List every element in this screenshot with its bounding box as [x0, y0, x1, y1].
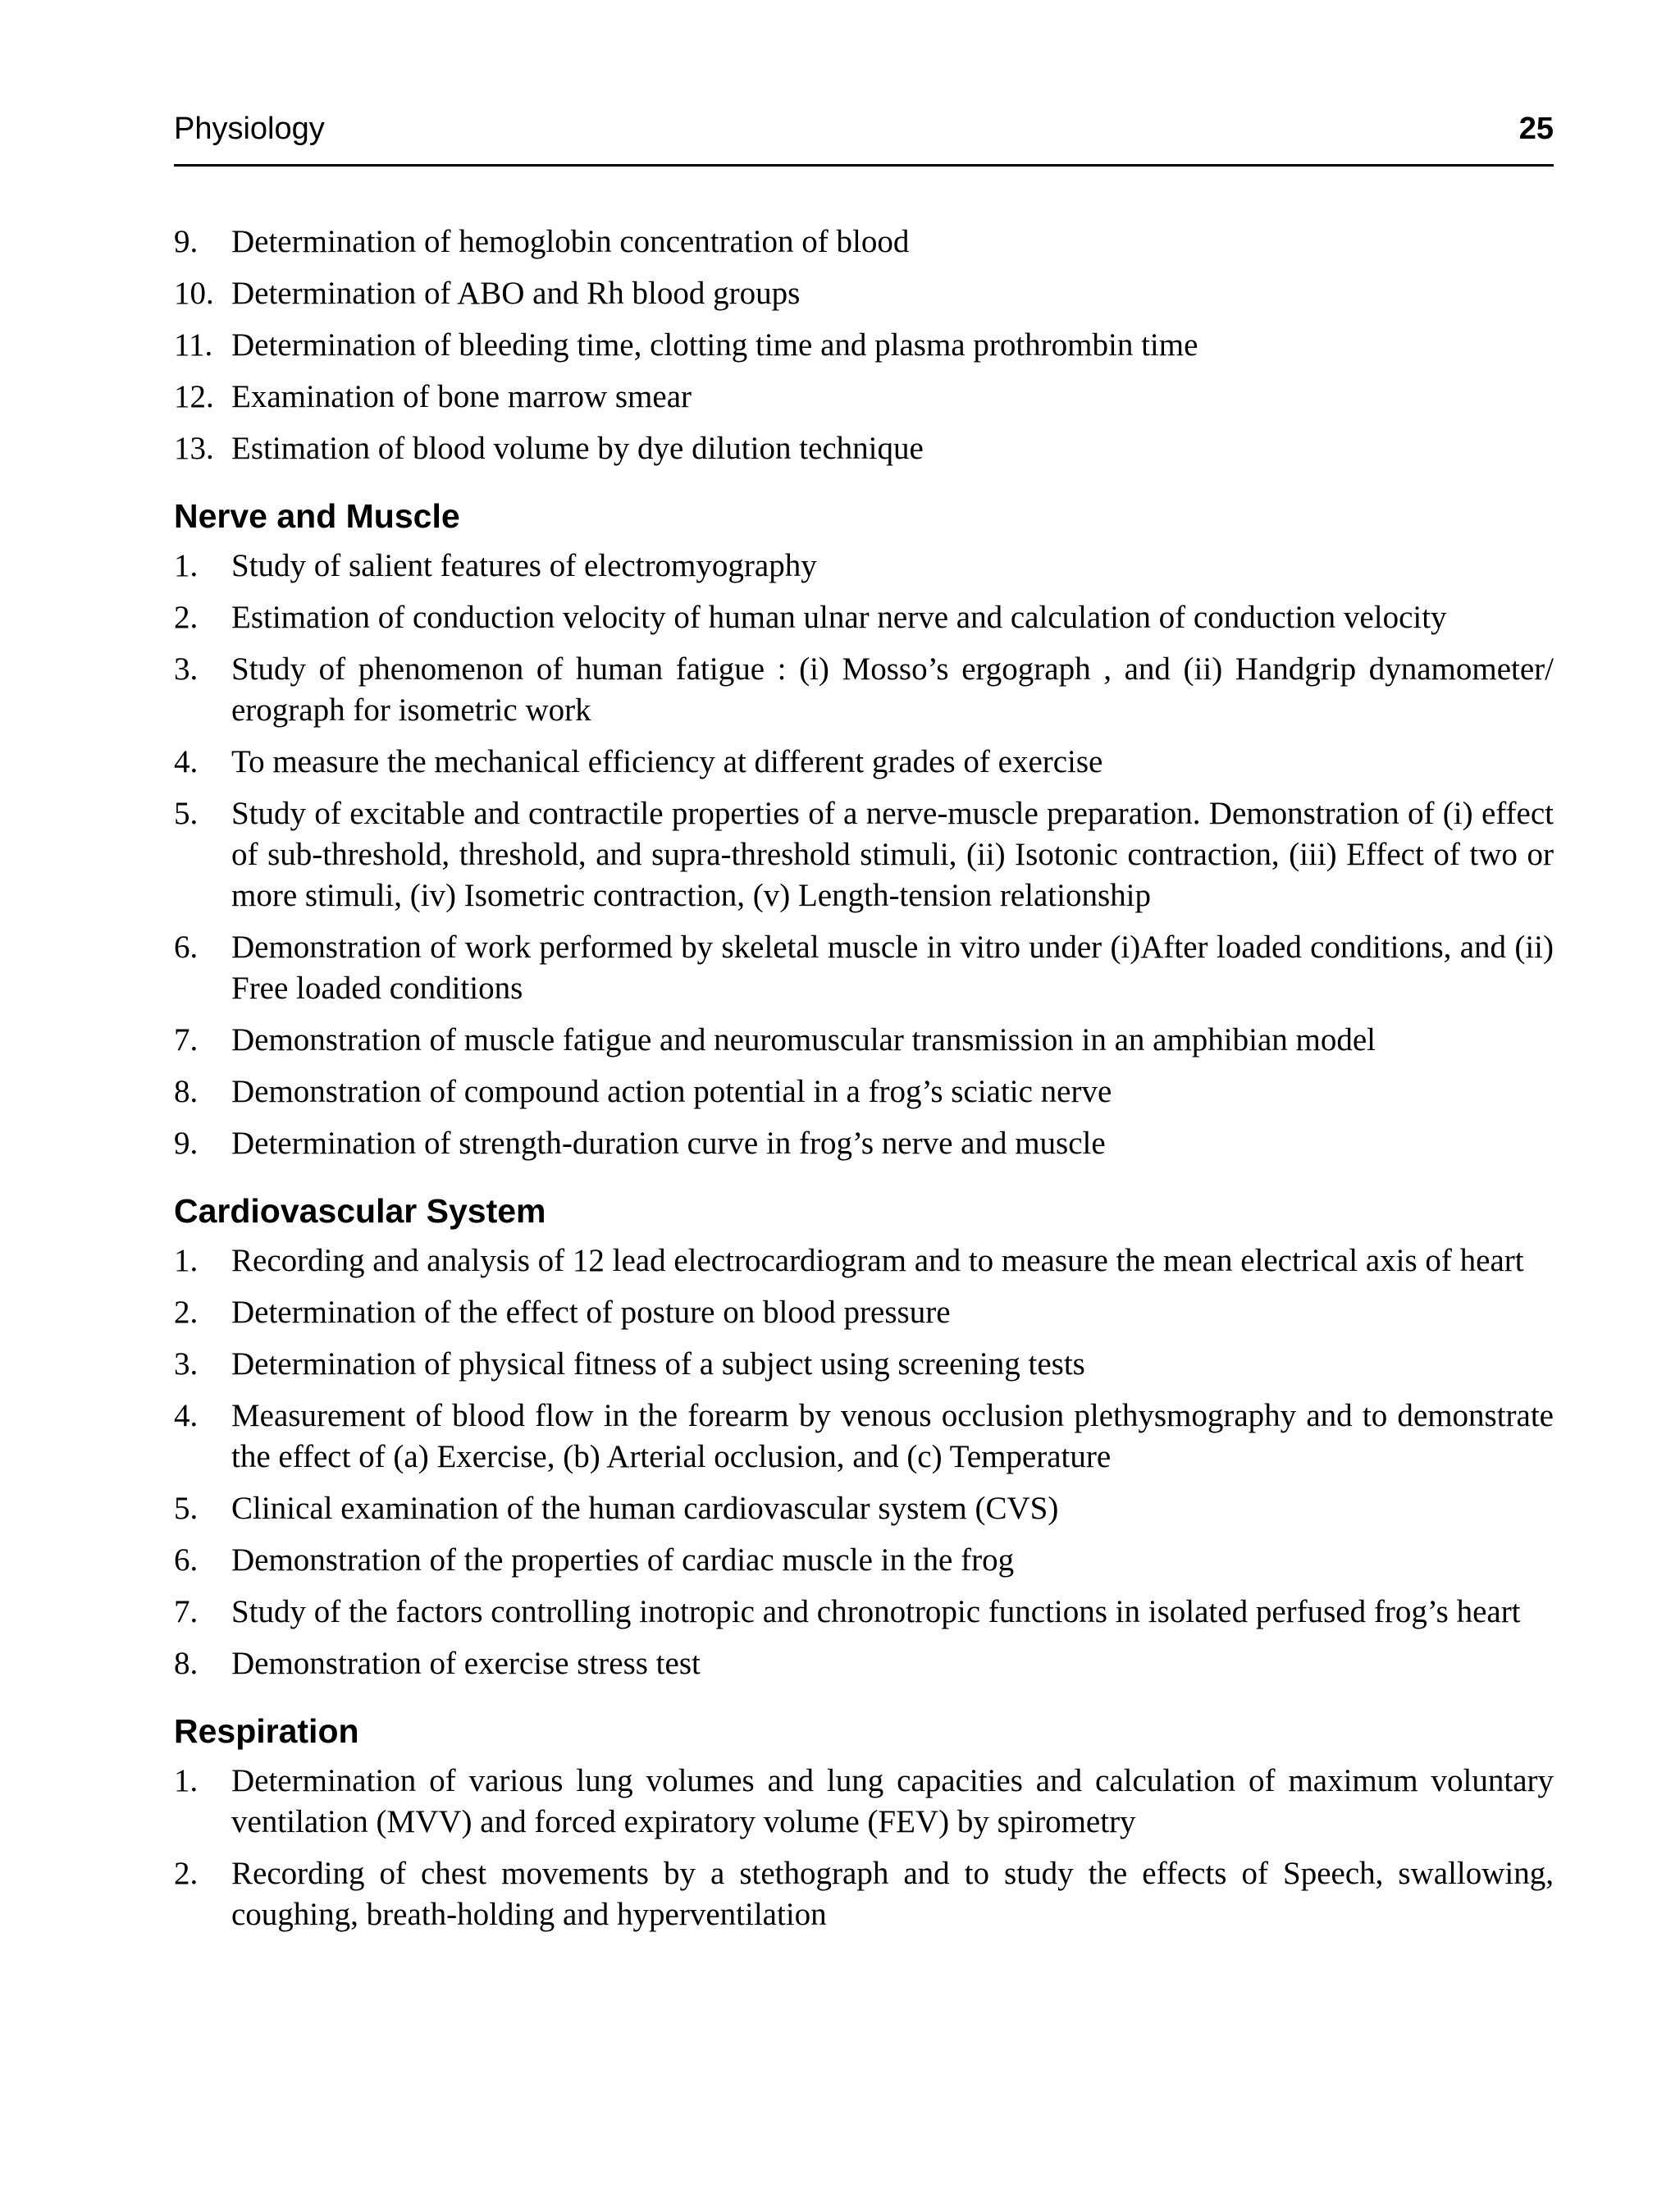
- list-item: [174, 1761, 1554, 1843]
- list-item: [174, 325, 1554, 366]
- item-number: 9.: [174, 1126, 199, 1161]
- item-number: 6.: [174, 1542, 199, 1578]
- section-heading-respiration: Respiration: [174, 1712, 359, 1750]
- list-item: [174, 546, 1554, 587]
- item-text: Study of salient features of electromyography: [231, 548, 817, 583]
- item-text: Clinical examination of the human cardiovascular system (CVS): [231, 1491, 1059, 1526]
- list-item: [174, 1540, 1554, 1581]
- item-number: 7.: [174, 1594, 199, 1629]
- list-item: [174, 649, 1554, 731]
- list-item: [174, 793, 1554, 916]
- item-number: 9.: [174, 224, 199, 259]
- nerve-muscle-list: [174, 546, 1554, 1164]
- section-heading-cardiovascular: Cardiovascular System: [174, 1192, 546, 1230]
- item-number: 2.: [174, 600, 199, 635]
- item-number: 1.: [174, 1763, 199, 1798]
- item-number: 4.: [174, 744, 199, 779]
- list-item: [174, 597, 1554, 638]
- running-header: [174, 108, 1554, 167]
- respiration-list: [174, 1761, 1554, 1935]
- list-item: [174, 1488, 1554, 1529]
- list-item: [174, 428, 1554, 469]
- item-number: 8.: [174, 1074, 199, 1109]
- item-number: 3.: [174, 1346, 199, 1382]
- blood-list-continued: [174, 222, 1554, 469]
- item-text: Measurement of blood flow in the forearm by venous occlusion plethysmography and to demonstrate the effect of (a) Exercise, (b) Arterial occlusion, and (c) Temperature: [231, 1398, 1554, 1474]
- item-number: 5.: [174, 1491, 199, 1526]
- item-number: 10.: [174, 276, 214, 311]
- item-number: 7.: [174, 1022, 199, 1058]
- item-text: Demonstration of exercise stress test: [231, 1646, 701, 1681]
- page-number: 25: [1518, 112, 1554, 146]
- item-text: Demonstration of muscle fatigue and neuromuscular transmission in an amphibian model: [231, 1022, 1376, 1058]
- item-number: 2.: [174, 1295, 199, 1330]
- item-text: Demonstration of work performed by skeletal muscle in vitro under (i)After loaded conditions, and (ii) Free loaded conditions: [231, 930, 1554, 1006]
- list-item: [174, 742, 1554, 783]
- item-text: Study of phenomenon of human fatigue : (i) Mosso’s ergograph , and (ii) Handgrip dynamometer/ erograph for isometric work: [231, 651, 1554, 728]
- list-item: [174, 1071, 1554, 1112]
- list-item: [174, 1643, 1554, 1684]
- list-item: [174, 1292, 1554, 1333]
- item-text: Estimation of blood volume by dye dilution technique: [231, 431, 924, 466]
- list-item: [174, 1020, 1554, 1061]
- item-number: 8.: [174, 1646, 199, 1681]
- item-text: Estimation of conduction velocity of human ulnar nerve and calculation of conduction velocity: [231, 600, 1447, 635]
- section-heading-nerve-muscle: Nerve and Muscle: [174, 497, 460, 535]
- running-header-title: Physiology: [174, 112, 325, 146]
- item-number: 11.: [174, 327, 213, 363]
- item-number: 12.: [174, 379, 214, 414]
- item-text: Determination of ABO and Rh blood groups: [231, 276, 801, 311]
- item-text: Study of excitable and contractile properties of a nerve-muscle preparation. Demonstration of (i) effect of sub-threshold, threshold, and supra-threshold stimuli, (ii) Isotonic contraction, (iii) Effect of two or more stimuli, (iv) Isometric contraction, (v) Length-tension relationship: [231, 796, 1554, 913]
- list-item: [174, 222, 1554, 263]
- list-item: [174, 1123, 1554, 1164]
- item-number: 2.: [174, 1856, 199, 1891]
- list-item: [174, 1344, 1554, 1385]
- item-number: 5.: [174, 796, 199, 831]
- item-text: To measure the mechanical efficiency at different grades of exercise: [231, 744, 1103, 779]
- item-number: 13.: [174, 431, 214, 466]
- item-text: Determination of strength-duration curve in frog’s nerve and muscle: [231, 1126, 1106, 1161]
- list-item: [174, 1240, 1554, 1281]
- item-text: Recording of chest movements by a stethograph and to study the effects of Speech, swallowing, coughing, breath-holding and hyperventilation: [231, 1856, 1554, 1932]
- item-text: Determination of bleeding time, clotting time and plasma prothrombin time: [231, 327, 1198, 363]
- item-text: Study of the factors controlling inotropic and chronotropic functions in isolated perfused frog’s heart: [231, 1594, 1521, 1629]
- item-number: 4.: [174, 1398, 199, 1433]
- list-item: [174, 927, 1554, 1009]
- item-number: 1.: [174, 548, 199, 583]
- item-text: Demonstration of compound action potential in a frog’s sciatic nerve: [231, 1074, 1112, 1109]
- page-content: [174, 222, 1554, 1946]
- item-text: Demonstration of the properties of cardiac muscle in the frog: [231, 1542, 1015, 1578]
- list-item: [174, 273, 1554, 314]
- list-item: [174, 1396, 1554, 1478]
- list-item: [174, 1592, 1554, 1633]
- list-item: [174, 377, 1554, 418]
- item-number: 3.: [174, 651, 199, 687]
- item-text: Recording and analysis of 12 lead electrocardiogram and to measure the mean electrical axis of heart: [231, 1243, 1524, 1278]
- item-text: Determination of physical fitness of a subject using screening tests: [231, 1346, 1085, 1382]
- item-number: 1.: [174, 1243, 199, 1278]
- item-number: 6.: [174, 930, 199, 965]
- cardiovascular-list: [174, 1240, 1554, 1684]
- list-item: [174, 1853, 1554, 1935]
- item-text: Determination of various lung volumes and lung capacities and calculation of maximum voluntary ventilation (MVV) and forced expiratory volume (FEV) by spirometry: [231, 1763, 1554, 1839]
- item-text: Examination of bone marrow smear: [231, 379, 692, 414]
- item-text: Determination of the effect of posture on blood pressure: [231, 1295, 951, 1330]
- item-text: Determination of hemoglobin concentration of blood: [231, 224, 910, 259]
